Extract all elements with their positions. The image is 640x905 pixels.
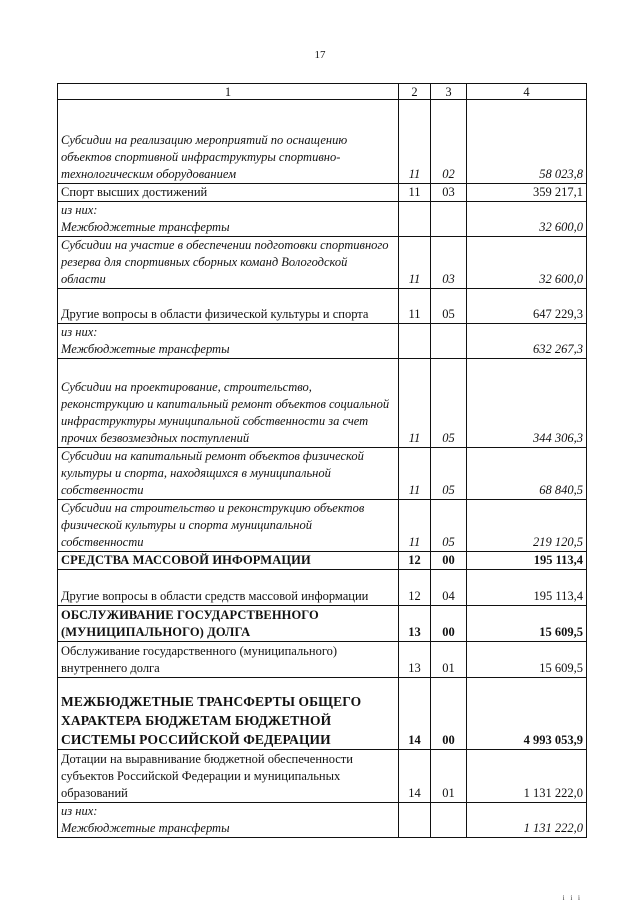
row-name: Спорт высших достижений (58, 184, 399, 202)
row-amount: 344 306,3 (467, 359, 587, 448)
row-name: Субсидии на капитальный ремонт объектов физической культуры и спорта, находящихся в муниципальной собственности (58, 448, 399, 500)
header-col-3: 3 (431, 84, 467, 100)
table-row (58, 750, 587, 803)
row-amount: 195 113,4 (467, 552, 587, 570)
row-amount: 359 217,1 (467, 184, 587, 202)
row-amount: 4 993 053,9 (467, 678, 587, 750)
row-amount: 647 229,3 (467, 289, 587, 324)
table-row (58, 606, 587, 642)
row-name: СРЕДСТВА МАССОВОЙ ИНФОРМАЦИИ (58, 552, 399, 570)
row-section: 11 (399, 237, 431, 289)
row-subsection: 03 (431, 237, 467, 289)
row-name: МЕЖБЮДЖЕТНЫЕ ТРАНСФЕРТЫ ОБЩЕГО ХАРАКТЕРА БЮДЖЕТАМ БЮДЖЕТНОЙ СИСТЕМЫ РОССИЙСКОЙ ФЕДЕРАЦИИ (58, 678, 399, 750)
row-subsection: 00 (431, 606, 467, 642)
row-section: 14 (399, 678, 431, 750)
table-row (58, 500, 587, 552)
row-subsection (431, 202, 467, 237)
row-name: Дотации на выравнивание бюджетной обеспеченности субъектов Российской Федерации и муниципальных образований (58, 750, 399, 803)
row-section (399, 202, 431, 237)
row-name: Субсидии на строительство и реконструкцию объектов физической культуры и спорта муниципальной собственности (58, 500, 399, 552)
header-col-1: 1 (58, 84, 399, 100)
row-section (399, 324, 431, 359)
table-header-row (58, 84, 587, 100)
header-col-4: 4 (467, 84, 587, 100)
table-row (58, 184, 587, 202)
row-name: Субсидии на участие в обеспечении подготовки спортивного резерва для спортивных сборных команд Вологодской области (58, 237, 399, 289)
budget-table (57, 83, 587, 838)
row-section: 11 (399, 289, 431, 324)
row-amount: 32 600,0 (467, 237, 587, 289)
table-row (58, 359, 587, 448)
row-subsection: 05 (431, 359, 467, 448)
row-section: 11 (399, 184, 431, 202)
row-section: 11 (399, 448, 431, 500)
row-subsection: 03 (431, 184, 467, 202)
row-subsection: 02 (431, 100, 467, 184)
row-subsection: 05 (431, 500, 467, 552)
row-name: из них: Межбюджетные трансферты (58, 202, 399, 237)
table-row (58, 552, 587, 570)
row-name: ОБСЛУЖИВАНИЕ ГОСУДАРСТВЕННОГО (МУНИЦИПАЛЬНОГО) ДОЛГА (58, 606, 399, 642)
row-section: 11 (399, 500, 431, 552)
table-row (58, 237, 587, 289)
table-row (58, 100, 587, 184)
row-section: 11 (399, 100, 431, 184)
row-section: 13 (399, 642, 431, 678)
table-body (58, 84, 587, 838)
row-section (399, 803, 431, 838)
row-subsection: 05 (431, 289, 467, 324)
row-section: 12 (399, 552, 431, 570)
table-row (58, 324, 587, 359)
row-amount: 632 267,3 (467, 324, 587, 359)
row-subsection: 01 (431, 750, 467, 803)
row-subsection: 05 (431, 448, 467, 500)
row-amount: 219 120,5 (467, 500, 587, 552)
footer-mark: і і і (562, 894, 582, 902)
row-name: Обслуживание государственного (муниципального) внутреннего долга (58, 642, 399, 678)
table-row (58, 642, 587, 678)
row-section: 12 (399, 570, 431, 606)
row-name: Субсидии на проектирование, строительство, реконструкцию и капитальный ремонт объектов социальной инфраструктуры муниципальной собственности за счет прочих безвозмездных поступлений (58, 359, 399, 448)
row-subsection: 01 (431, 642, 467, 678)
row-section: 14 (399, 750, 431, 803)
table-row (58, 803, 587, 838)
row-subsection: 04 (431, 570, 467, 606)
row-name: Другие вопросы в области физической культуры и спорта (58, 289, 399, 324)
row-amount: 15 609,5 (467, 642, 587, 678)
table-row (58, 202, 587, 237)
row-amount: 68 840,5 (467, 448, 587, 500)
page-number: 17 (314, 49, 326, 61)
row-subsection (431, 803, 467, 838)
table-row (58, 448, 587, 500)
header-col-2: 2 (399, 84, 431, 100)
table-row (58, 289, 587, 324)
row-subsection (431, 324, 467, 359)
row-name: из них: Межбюджетные трансферты (58, 324, 399, 359)
row-name: Другие вопросы в области средств массовой информации (58, 570, 399, 606)
row-name: из них: Межбюджетные трансферты (58, 803, 399, 838)
row-section: 13 (399, 606, 431, 642)
row-subsection: 00 (431, 552, 467, 570)
table-row (58, 570, 587, 606)
row-amount: 1 131 222,0 (467, 750, 587, 803)
row-subsection: 00 (431, 678, 467, 750)
table-row (58, 678, 587, 750)
row-section: 11 (399, 359, 431, 448)
row-amount: 32 600,0 (467, 202, 587, 237)
row-amount: 1 131 222,0 (467, 803, 587, 838)
row-amount: 15 609,5 (467, 606, 587, 642)
row-name: Субсидии на реализацию мероприятий по оснащению объектов спортивной инфраструктуры спортивно-технологическим оборудованием (58, 100, 399, 184)
row-amount: 195 113,4 (467, 570, 587, 606)
row-amount: 58 023,8 (467, 100, 587, 184)
